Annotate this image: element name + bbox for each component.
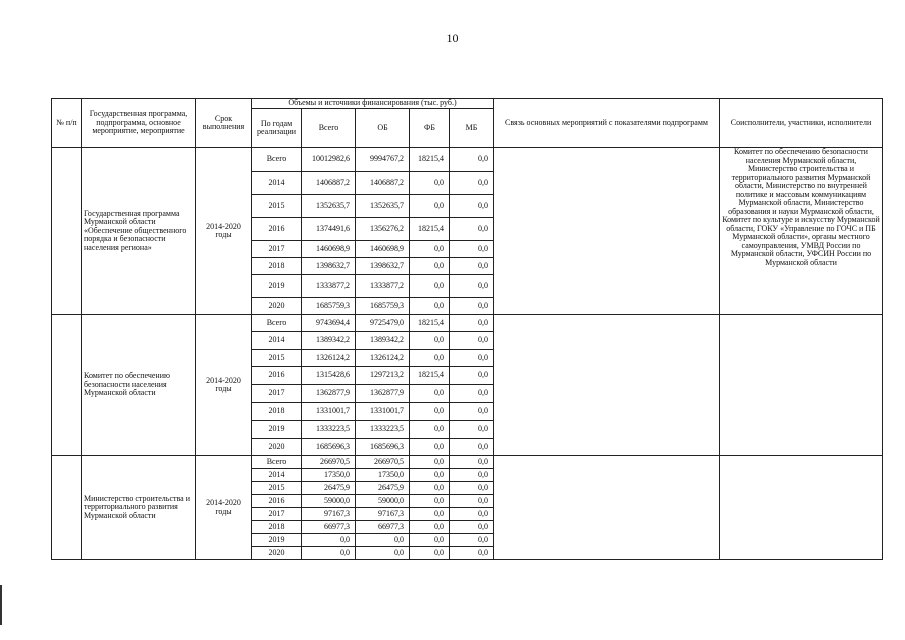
indicator-link	[494, 456, 720, 560]
cell-fb: 0,0	[410, 332, 450, 350]
cell-mb: 0,0	[450, 439, 494, 456]
program-name: Государственная программа Мурманской области «Обеспечение общественного порядка и безопасности населения региона»	[82, 148, 196, 315]
scan-edge-mark	[0, 585, 2, 625]
cell-mb: 0,0	[450, 241, 494, 258]
cell-ob: 1685696,3	[356, 439, 410, 456]
cell-year: Всего	[252, 148, 302, 172]
cell-year: 2014	[252, 332, 302, 350]
cell-fb: 18215,4	[410, 148, 450, 172]
program-term: 2014-2020 годы	[196, 315, 252, 456]
cell-mb: 0,0	[450, 195, 494, 218]
executors	[720, 315, 883, 456]
cell-mb: 0,0	[450, 482, 494, 495]
program-term: 2014-2020 годы	[196, 456, 252, 560]
cell-year: 2016	[252, 218, 302, 241]
cell-year: 2016	[252, 495, 302, 508]
cell-fb: 0,0	[410, 350, 450, 367]
cell-year: Всего	[252, 315, 302, 332]
table-row	[52, 456, 883, 469]
program-term: 2014-2020 годы	[196, 148, 252, 315]
cell-mb: 0,0	[450, 403, 494, 421]
cell-ob: 1333877,2	[356, 275, 410, 298]
cell-ob: 1398632,7	[356, 258, 410, 275]
cell-total: 66977,3	[302, 521, 356, 534]
program-name: Комитет по обеспечению безопасности населения Мурманской области	[82, 315, 196, 456]
header-years: По годам реализации	[252, 109, 302, 148]
cell-ob: 1406887,2	[356, 172, 410, 195]
cell-year: 2018	[252, 403, 302, 421]
cell-mb: 0,0	[450, 148, 494, 172]
cell-mb: 0,0	[450, 495, 494, 508]
cell-ob: 0,0	[356, 534, 410, 547]
cell-mb: 0,0	[450, 385, 494, 403]
cell-ob: 1333223,5	[356, 421, 410, 439]
financing-table	[51, 98, 883, 560]
cell-ob: 97167,3	[356, 508, 410, 521]
cell-year: 2014	[252, 469, 302, 482]
cell-total: 9743694,4	[302, 315, 356, 332]
cell-fb: 0,0	[410, 298, 450, 315]
cell-year: 2020	[252, 439, 302, 456]
table-header	[52, 99, 883, 148]
cell-ob: 1460698,9	[356, 241, 410, 258]
cell-fb: 0,0	[410, 241, 450, 258]
cell-total: 17350,0	[302, 469, 356, 482]
cell-total: 1685759,3	[302, 298, 356, 315]
cell-mb: 0,0	[450, 218, 494, 241]
cell-fb: 0,0	[410, 439, 450, 456]
cell-total: 97167,3	[302, 508, 356, 521]
cell-fb: 0,0	[410, 495, 450, 508]
cell-mb: 0,0	[450, 315, 494, 332]
cell-mb: 0,0	[450, 298, 494, 315]
cell-total: 1406887,2	[302, 172, 356, 195]
cell-year: 2015	[252, 350, 302, 367]
cell-year: 2015	[252, 482, 302, 495]
cell-mb: 0,0	[450, 258, 494, 275]
cell-ob: 26475,9	[356, 482, 410, 495]
cell-mb: 0,0	[450, 172, 494, 195]
header-num: № п/п	[52, 99, 82, 148]
cell-total: 1398632,7	[302, 258, 356, 275]
cell-total: 1326124,2	[302, 350, 356, 367]
header-link: Связь основных мероприятий с показателями подпрограмм	[494, 99, 720, 148]
cell-total: 1685696,3	[302, 439, 356, 456]
cell-ob: 66977,3	[356, 521, 410, 534]
row-number	[52, 456, 82, 560]
header-ob: ОБ	[356, 109, 410, 148]
cell-total: 1315428,6	[302, 367, 356, 385]
cell-ob: 1352635,7	[356, 195, 410, 218]
cell-fb: 0,0	[410, 403, 450, 421]
cell-year: 2017	[252, 508, 302, 521]
cell-total: 1331001,7	[302, 403, 356, 421]
cell-total: 1362877,9	[302, 385, 356, 403]
cell-mb: 0,0	[450, 421, 494, 439]
cell-fb: 0,0	[410, 275, 450, 298]
cell-mb: 0,0	[450, 350, 494, 367]
cell-fb: 0,0	[410, 469, 450, 482]
cell-ob: 9994767,2	[356, 148, 410, 172]
cell-total: 266970,5	[302, 456, 356, 469]
cell-ob: 1356276,2	[356, 218, 410, 241]
header-mb: МБ	[450, 109, 494, 148]
cell-mb: 0,0	[450, 367, 494, 385]
cell-ob: 59000,0	[356, 495, 410, 508]
cell-fb: 18215,4	[410, 367, 450, 385]
cell-year: 2018	[252, 258, 302, 275]
header-funding: Объемы и источники финансирования (тыс. руб.)	[252, 99, 494, 109]
cell-fb: 0,0	[410, 258, 450, 275]
cell-year: 2015	[252, 195, 302, 218]
cell-total: 1389342,2	[302, 332, 356, 350]
cell-ob: 1362877,9	[356, 385, 410, 403]
header-program: Государственная программа, подпрограмма, основное мероприятие, мероприятие	[82, 99, 196, 148]
cell-ob: 17350,0	[356, 469, 410, 482]
cell-ob: 266970,5	[356, 456, 410, 469]
cell-total: 10012982,6	[302, 148, 356, 172]
header-term: Срок выполнения	[196, 99, 252, 148]
cell-ob: 1326124,2	[356, 350, 410, 367]
cell-ob: 1297213,2	[356, 367, 410, 385]
cell-mb: 0,0	[450, 508, 494, 521]
cell-fb: 0,0	[410, 534, 450, 547]
program-name: Министерство строительства и территориального развития Мурманской области	[82, 456, 196, 560]
cell-fb: 0,0	[410, 482, 450, 495]
cell-ob: 1685759,3	[356, 298, 410, 315]
cell-year: 2019	[252, 275, 302, 298]
cell-total: 1374491,6	[302, 218, 356, 241]
cell-mb: 0,0	[450, 469, 494, 482]
cell-total: 59000,0	[302, 495, 356, 508]
cell-year: 2019	[252, 421, 302, 439]
cell-total: 1333223,5	[302, 421, 356, 439]
indicator-link	[494, 148, 720, 315]
cell-ob: 0,0	[356, 547, 410, 560]
cell-fb: 0,0	[410, 521, 450, 534]
indicator-link	[494, 315, 720, 456]
cell-year: 2020	[252, 298, 302, 315]
cell-fb: 0,0	[410, 172, 450, 195]
cell-ob: 1331001,7	[356, 403, 410, 421]
header-executors: Соисполнители, участники, исполнители	[720, 99, 883, 148]
cell-fb: 18215,4	[410, 218, 450, 241]
page-number: 10	[446, 31, 459, 45]
cell-fb: 0,0	[410, 508, 450, 521]
cell-total: 1333877,2	[302, 275, 356, 298]
cell-total: 26475,9	[302, 482, 356, 495]
cell-fb: 18215,4	[410, 315, 450, 332]
cell-ob: 1389342,2	[356, 332, 410, 350]
cell-year: 2016	[252, 367, 302, 385]
cell-total: 1352635,7	[302, 195, 356, 218]
row-number	[52, 315, 82, 456]
cell-fb: 0,0	[410, 385, 450, 403]
cell-mb: 0,0	[450, 456, 494, 469]
row-number	[52, 148, 82, 315]
table-body	[52, 148, 883, 560]
cell-year: Всего	[252, 456, 302, 469]
header-fb: ФБ	[410, 109, 450, 148]
cell-mb: 0,0	[450, 547, 494, 560]
cell-total: 0,0	[302, 534, 356, 547]
cell-total: 1460698,9	[302, 241, 356, 258]
cell-fb: 0,0	[410, 456, 450, 469]
cell-ob: 9725479,0	[356, 315, 410, 332]
cell-fb: 0,0	[410, 547, 450, 560]
cell-total: 0,0	[302, 547, 356, 560]
cell-year: 2020	[252, 547, 302, 560]
cell-year: 2018	[252, 521, 302, 534]
cell-year: 2017	[252, 241, 302, 258]
cell-mb: 0,0	[450, 332, 494, 350]
cell-mb: 0,0	[450, 534, 494, 547]
header-total: Всего	[302, 109, 356, 148]
table-row	[52, 148, 883, 172]
cell-year: 2017	[252, 385, 302, 403]
cell-year: 2019	[252, 534, 302, 547]
executors: Комитет по обеспечению безопасности населения Мурманской области, Министерство строительства и территориального развития Мурманской области, Министерство по внутренней политике и массовым коммуникациям Мурманской области, Министерство образования и науки Мурманской области, Комитет по культуре и искусству Мурманской области, ГОКУ «Управление по ГОЧС и ПБ Мурманской области», органы местного самоуправления, УМВД России по Мурманской области, УФСИН России по Мурманской области	[720, 148, 883, 315]
cell-mb: 0,0	[450, 275, 494, 298]
executors	[720, 456, 883, 560]
table-row	[52, 315, 883, 332]
cell-mb: 0,0	[450, 521, 494, 534]
cell-year: 2014	[252, 172, 302, 195]
cell-fb: 0,0	[410, 195, 450, 218]
cell-fb: 0,0	[410, 421, 450, 439]
